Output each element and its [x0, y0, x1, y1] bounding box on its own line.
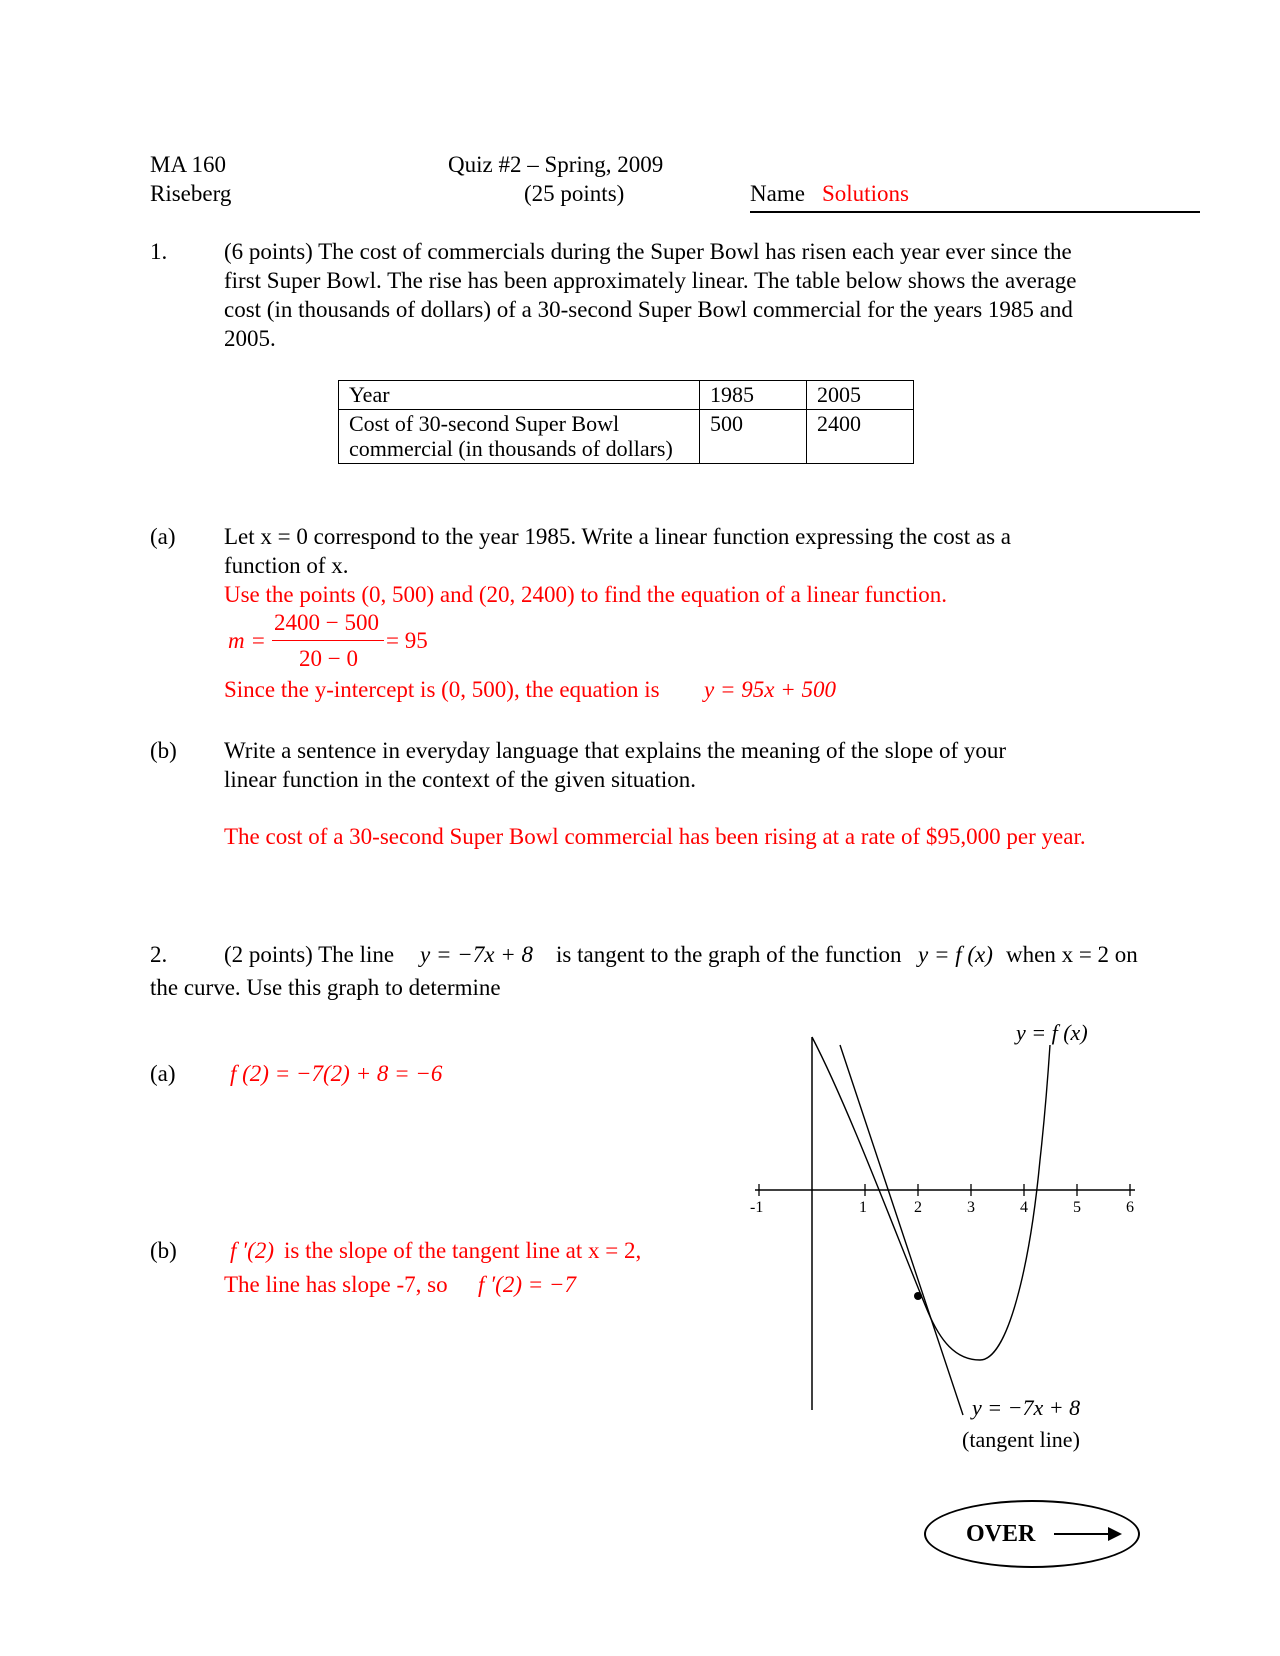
- q2-text: the curve. Use this graph to determine: [150, 975, 501, 1000]
- tangent-line: [840, 1045, 963, 1415]
- tangent-line-label: y = −7x + 8: [972, 1395, 1081, 1420]
- table-cell-line: commercial (in thousands of dollars): [349, 436, 673, 461]
- table-cell: [339, 410, 700, 464]
- q1-line: cost (in thousands of dollars) of a 30-second Super Bowl commercial for the years 1985 and: [224, 297, 1073, 322]
- q2b-answer: is the slope of the tangent line at x = 2,: [284, 1238, 642, 1263]
- q2-text: is tangent to the graph of the function: [556, 942, 902, 967]
- q2a-label: (a): [150, 1061, 176, 1086]
- course-code: MA 160: [150, 152, 227, 177]
- q2a-answer: f (2) = −7(2) + 8 = −6: [230, 1061, 443, 1086]
- tick-label: 4: [1020, 1199, 1028, 1216]
- q1b-prompt: Write a sentence in everyday language that explains the meaning of the slope of your: [224, 738, 1007, 763]
- arrow-head-icon: [1108, 1527, 1122, 1541]
- q1a-solution-line: Since the y-intercept is (0, 500), the equation is: [224, 677, 660, 702]
- table-cell-line: Cost of 30-second Super Bowl: [349, 411, 620, 436]
- curve-label: y = f (x): [1016, 1020, 1088, 1045]
- q1a-prompt: function of x.: [224, 553, 349, 578]
- quiz-points: (25 points): [524, 181, 625, 206]
- q1-line: 2005.: [224, 326, 276, 351]
- q1a-label: (a): [150, 524, 176, 549]
- quiz-title: Quiz #2 – Spring, 2009: [448, 152, 664, 177]
- q2-tangent-equation: y = −7x + 8: [420, 942, 533, 967]
- q1a-solution-line: Use the points (0, 500) and (20, 2400) to find the equation of a linear function.: [224, 582, 948, 607]
- fraction-bar: [272, 640, 384, 641]
- tick-label: 6: [1126, 1199, 1134, 1216]
- q2-text: (2 points) The line: [224, 942, 395, 967]
- tick-label: 3: [967, 1199, 975, 1216]
- tick-label: 5: [1073, 1199, 1081, 1216]
- slope-lhs: m =: [228, 628, 266, 653]
- q1a-prompt: Let x = 0 correspond to the year 1985. Write a linear function expressing the cost as a: [224, 524, 1011, 549]
- q1b-prompt: linear function in the context of the given situation.: [224, 767, 697, 792]
- function-graph: [740, 1015, 1160, 1465]
- q2b-answer: The line has slope -7, so: [224, 1272, 448, 1297]
- table-cell: 500: [700, 410, 807, 464]
- tangent-line-note: (tangent line): [962, 1427, 1080, 1452]
- slope-numerator: 2400 − 500: [274, 610, 379, 635]
- over-badge: [924, 1500, 1140, 1568]
- table-cell: 1985: [700, 381, 807, 410]
- tick-label: -1: [750, 1199, 764, 1216]
- table-row: [339, 381, 914, 410]
- q1-line: first Super Bowl. The rise has been approximately linear. The table below shows the average: [224, 268, 1077, 293]
- name-field-line: [750, 183, 1200, 213]
- q2b-label: (b): [150, 1238, 177, 1263]
- q2b-expr: f ′(2): [230, 1238, 274, 1263]
- table-row: [339, 410, 914, 464]
- over-label: OVER: [966, 1521, 1036, 1547]
- slope-denominator: 20 − 0: [299, 646, 358, 671]
- linear-equation: y = 95x + 500: [704, 677, 836, 702]
- instructor-name: Riseberg: [150, 181, 232, 206]
- tangent-point: [914, 1292, 922, 1300]
- tick-labels: [750, 1199, 1134, 1216]
- cost-table: [338, 380, 914, 464]
- table-cell: 2005: [807, 381, 914, 410]
- q2-text: when x = 2 on: [1006, 942, 1138, 967]
- q2-number: 2.: [150, 942, 168, 967]
- arrow-right-icon: [1054, 1533, 1114, 1535]
- q1b-label: (b): [150, 738, 177, 763]
- q1-line: (6 points) The cost of commercials during the Super Bowl has risen each year ever since the: [224, 239, 1072, 264]
- q2-function: y = f (x): [918, 942, 993, 967]
- q1b-answer: The cost of a 30-second Super Bowl commercial has been rising at a rate of $95,000 per year.: [224, 824, 1086, 849]
- tick-label: 2: [914, 1199, 922, 1216]
- table-cell: 2400: [807, 410, 914, 464]
- tick-label: 1: [859, 1199, 867, 1216]
- function-curve: [812, 1037, 1050, 1360]
- slope-result: = 95: [386, 628, 428, 653]
- q2b-expr: f ′(2) = −7: [478, 1272, 577, 1297]
- table-cell: Year: [339, 381, 700, 410]
- name-value: Solutions: [822, 181, 909, 206]
- name-label: Name: [750, 181, 805, 206]
- q1-number: 1.: [150, 239, 168, 264]
